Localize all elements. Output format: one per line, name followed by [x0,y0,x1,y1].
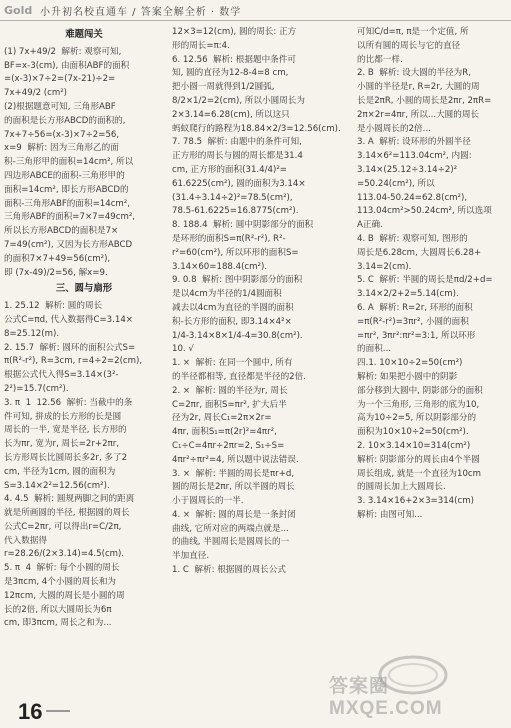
answer-line: 5. π 4 解析: 每个小圆的周长 [4,563,120,574]
column-right [357,26,507,696]
answer-line: 公式C=2πr, 可以得出r=C/2π, [4,521,122,532]
answer-line: 2×3.14=6.28(cm), 所以这只 [172,109,290,120]
answer-line: 长是2πR, 小圆的周长是2πr, 2πR= [357,95,492,106]
page-footer [0,676,511,728]
brand-logo: Gold [4,3,33,17]
answer-line: 长的2倍, 所以大圆周长为6π [4,604,112,615]
answer-line: 周长是6.28cm, 大圆周长6.28+ [357,247,482,258]
answer-line: 12×3=12(cm), 圆的周长: 正方 [172,27,297,37]
answer-line: 是3πcm, 4个小圆的周长和为 [4,577,117,588]
answer-line: 解析: 如果把小圆中的阴影 [357,371,458,382]
answer-line: S=3.14×2²=12.56(cm²). [4,480,110,491]
answer-line: 径为2r, 周长C₁=2π×2r= [172,413,272,424]
answer-line: 圆的周长是2πr, 所以半圆的周长 [172,482,295,493]
answer-line: 8. 188.4 解析: 圆中阴影部分的面积 [172,220,314,231]
answer-line: 所以长方形ABCD的面积是7× [4,226,119,237]
answer-line: 4. 4.5 解析: 圆规两脚之间的距离 [4,494,135,505]
answer-line: 3. A 解析: 设环形的外圆半径 [357,137,471,148]
answer-line: 为一个三角形, 三角形的底为10, [357,399,480,410]
answer-line: 的面积是长方形ABCD的面积的, [4,115,126,126]
answer-line: 周长的一半, 宽是半径, 长方形的 [4,425,127,436]
answer-line: 的圆周长加上大圆周长. [357,482,446,493]
answer-line: 4. B 解析: 观察可知, 图形的 [357,233,468,244]
answer-line: 以所有圆的周长与它的直径 [357,40,461,51]
answer-line: π(R²-r²), R=3cm, r=4÷2=2(cm), [4,356,143,367]
answer-line: 知, 圆的直径为12-8-4=8 cm, [172,68,289,79]
answer-line: 面积为10×10÷2=50(cm²). [357,427,469,438]
answer-line: 3.14=2(cm). [357,261,412,272]
answer-line: (2)根据题意可知, 三角形ABF [4,101,116,112]
watermark-text: 答案圈 MXQE.COM [329,676,443,719]
answer-line: 面积=14cm², 即长方形ABCD的 [4,184,129,195]
answer-line: 2²)=15.7(cm²). [4,383,69,394]
answer-line: BF=x-3(cm), 由面积ABF的面积 [4,60,130,71]
answer-line: 积-长方形的面积, 即3.14×4²× [172,316,292,327]
answer-line: 1. 25.12 解析: 圆的周长 [4,301,103,312]
column-left-lines [4,46,164,281]
answer-line: =π(R²-r²)=3πr², 小圆的面积 [357,316,469,327]
answer-line: 3.14×60=188.4(cm²). [172,261,268,272]
answer-line: 四.1. 10×10÷2=50(cm²) [357,358,463,369]
answer-line: 蚂蚁爬行的路程为18.84×2/3=12.56(cm). [172,123,341,134]
column-left-lines-2 [4,300,164,631]
answer-line: cm, 半径为1cm, 圆的面积为 [4,466,116,477]
answer-line: 3.14×6²=113.04cm², 内圆: [357,151,472,162]
answer-line: r²=60(cm²), 所以环形的面积S= [172,247,299,258]
answer-line: 形的周长=π:4. [172,40,230,51]
answer-line: 解析: 阴影部分的周长由4个半圆 [357,454,480,465]
footer-divider [46,710,70,712]
answer-line: 四边形ABCE的面积-三角形甲的 [4,170,125,181]
answer-line: 长为πr, 宽为r, 周长=2r+2πr, [4,439,120,450]
answer-line: 2. 10×3.14×10=314(cm²) [357,440,471,451]
answer-line: 3. π 1 12.56 解析: 当截中的条 [4,397,133,408]
column-middle-lines [172,26,348,578]
answer-line: 根据公式代入得S=3.14×(3²- [4,370,119,381]
answer-line: 3.14×2/2+2=5.14(cm). [357,289,459,300]
answer-line: 就是所画圆的半径, 根据圆的周长 [4,508,130,519]
column-right-lines [357,26,507,523]
answer-line: 2. B 解析: 设大圆的半径为R, [357,68,471,79]
answer-line: 是小圆周长的2倍... [357,123,431,134]
answer-line: 7x+7÷56=(x-3)×7÷2=56, [4,129,120,140]
answer-line: 部分移到大圆中, 阴影部分的面积 [357,385,483,396]
page-header [0,0,511,20]
section-title-hard-problems: 难题闯关 [65,29,103,40]
answer-line: 10. √ [172,344,194,355]
answer-line: 的半径都相等, 直径都是半径的2倍. [172,371,306,382]
answer-line: (1) 7x+49/2 解析: 观察可知, [4,46,122,57]
answer-line: 5. C 解析: 半圆的周长是πd/2+d= [357,275,493,286]
answer-line: 的面积7×7+49=56(cm²), [4,253,111,264]
answer-line: 即 (7x-49)/2=56, 解x=9. [4,267,108,278]
answer-line: 减去以4cm为直径的半圆的面积 [172,302,294,313]
watermark [329,652,499,722]
answer-line: 8/2×1/2=2(cm), 所以小圆周长为 [172,95,305,106]
answer-line: 78.5-61.6225=16.8775(cm²). [172,206,299,217]
answer-line: 长方形周长比圆周长多2r, 多了2 [4,452,128,463]
answer-line: 高为10÷2=5, 所以阴影部分的 [357,413,477,424]
answer-line: 7x+49/2 (cm²) [4,88,68,99]
answer-line: 可知C/d=π, π是一个定值, 所 [357,27,469,37]
answer-line: 公式C=πd, 代入数据得C=3.14× [4,314,133,325]
answer-line: (31.4÷3.14÷2)²=78.5(cm²), [172,192,293,203]
answer-line: C=2πr, 面积S=πr², 扩大后半 [172,399,287,410]
answer-line: 解析: 由图可知... [357,509,423,520]
answer-line: =(x-3)×7÷2=(7x-21)÷2= [4,74,116,85]
answer-line: 7. 78.5 解析: 由题中的条件可知, [172,137,302,148]
answer-line: 面积-三角形ABF的面积=14cm², [4,198,130,209]
answer-line: 4πr, 面积S₁=π(2r)²=4πr², [172,427,277,438]
header-title: 小升初名校直通车 / 答案全解全析 · 数学 [40,6,242,18]
answer-line: 4πr²÷πr²=4, 所以题中说法错误. [172,454,299,465]
answer-line: 61.6225(cm²), 圆的面积为3.14× [172,178,306,189]
section-title-circles: 三、圆与扇形 [55,283,113,295]
answer-line: 1/4-3.14×8×1/4-4=30.8(cm²). [172,330,303,341]
answer-line: 12πcm, 大圆的周长是小圆的周 [4,590,125,601]
answer-line: 6. A 解析: R=2r, 环形的面积 [357,302,473,313]
answer-line: 的曲线, 半圆周长是圆周长的一 [172,537,290,548]
page-number: 16 [18,699,43,724]
answer-line: 2π×2r=4πr, 所以...大圆的周长 [357,109,480,120]
answer-line: 1. C 解析: 根据圆的周长公式 [172,565,286,576]
answer-line: 9. 0.8 解析: 图中阴影部分的面积 [172,275,303,286]
answer-line: 1. × 解析: 在同一个圆中, 所有 [172,358,293,369]
answer-line: 半加直径. [172,551,210,562]
answer-line: 是以4cm为半径的1/4圆面积 [172,289,282,300]
answer-line: 小圆的半径是r, R=2r, 大圆的周 [357,82,480,93]
answer-line: 把小圆一周就得到1/2圆弧, [172,82,275,93]
answer-line: 三角形ABF的面积=7×7=49cm², [4,212,136,223]
answer-line: =πr², 3πr²:πr²=3:1, 所以环形 [357,330,476,341]
answer-line: 3. × 解析: 半圆的周长是πr+d, [172,468,295,479]
answer-line: 2. 15.7 解析: 圆环的面积公式S= [4,342,136,353]
answer-line: 3.14×(25.12÷3.14÷2)² [357,164,458,175]
answer-line: 小于圆周长的一半. [172,496,244,507]
column-middle [172,26,348,696]
answer-line: 件可知, 拼成的长方形的长是圆 [4,411,122,422]
answer-line: 113.04-50.24=62.8(cm²), [357,192,468,203]
answer-line: 6. 12.56 解析: 根据题中条件可 [172,54,296,65]
answer-line: 是环形的面积S=π(R²-r²), R²- [172,233,286,244]
answer-line: A正确. [357,220,383,231]
answer-line: 7=49(cm²), 又因为长方形ABCD [4,239,133,250]
header-divider [0,20,511,21]
answer-line: 曲线, 它所对应的两端点就是... [172,523,289,534]
answer-line: 正方形的周长与圆的周长都是31.4 [172,151,303,162]
answer-line: 积-三角形甲的面积=14cm², 所以 [4,157,134,168]
answer-line: x=9 解析: 因为三角形乙的面 [4,143,119,154]
answer-line: cm, 即3πcm, 周长之和为... [4,618,112,629]
answer-line: C₁÷C=4πr÷2πr=2, S₁÷S= [172,440,285,451]
answer-line: 113.04cm²>50.24cm², 所以选项 [357,206,492,217]
answer-line: 2. × 解析: 圆的半径为r, 周长 [172,385,288,396]
answer-line: cm, 正方形的面积(31.4/4)²= [172,164,287,175]
answer-line: =50.24(cm²), 所以 [357,178,435,189]
answer-line: 周长组成, 就是一个直径为10cm [357,468,482,479]
column-left [4,26,164,696]
answer-line: 的比都一样. [357,54,403,65]
answer-line: 3. 3.14×16+2×3=314(cm) [357,496,474,507]
answer-line: 8=25.12(m). [4,328,60,339]
answer-line: 代入数据得r=28.26/(2×3.14)=4.5(cm). [4,535,125,560]
answer-line: 的面积... [357,344,391,355]
answer-line: 4. × 解析: 圆的周长是一条封闭 [172,509,296,520]
